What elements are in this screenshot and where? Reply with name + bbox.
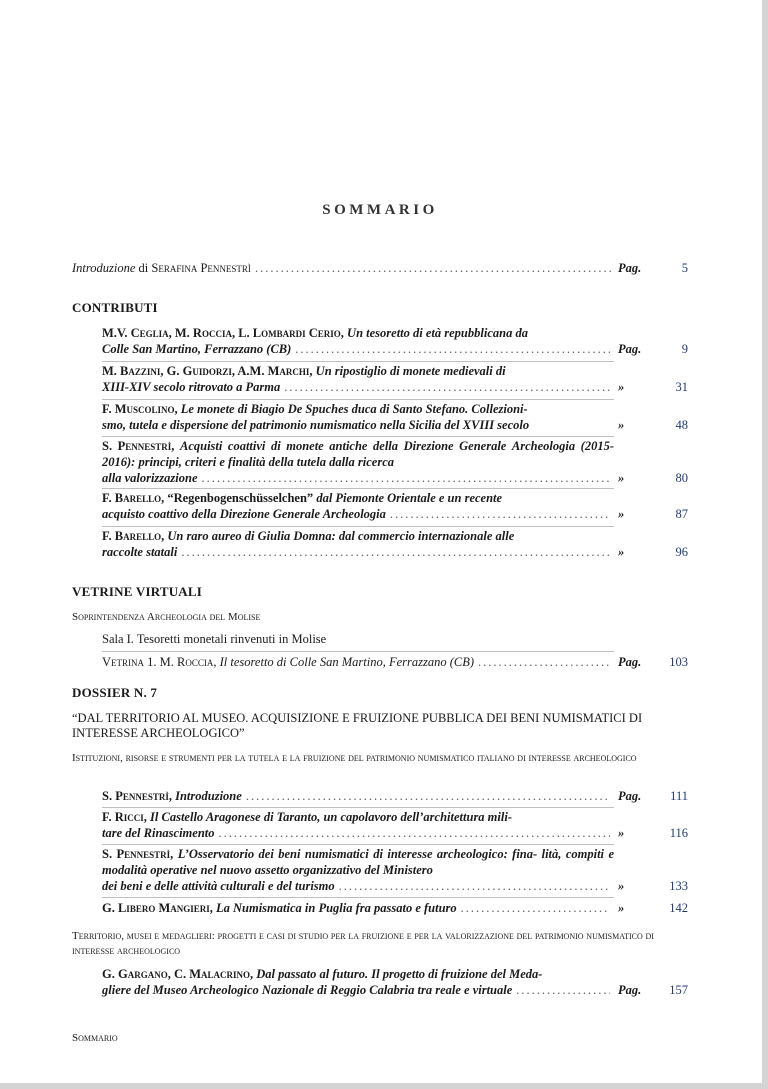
- toc-entry[interactable]: [102, 809, 688, 841]
- leader-dots: [461, 900, 610, 916]
- entry-title: La Numismatica in Puglia fra passato e futuro: [216, 901, 457, 915]
- entry-title: Un raro aureo di Giulia Domna: dal commercio internazionale alle: [167, 529, 515, 543]
- toc-entry[interactable]: [102, 900, 688, 916]
- toc-entry[interactable]: [102, 528, 688, 560]
- entry-author: F. Muscolino,: [102, 402, 178, 416]
- entry-title-end: dei beni e delle attività culturali e del turismo: [102, 879, 335, 893]
- leader-dots: [202, 470, 611, 486]
- leader-dots: [219, 825, 611, 841]
- entry-title-end: smo, tutela e dispersione del patrimonio numismatico nella Sicilia del XVIII secolo: [102, 418, 530, 432]
- toc-entry[interactable]: [102, 438, 688, 486]
- entry-title-end: acquisto coattivo della Direzione Generale Archeologia: [102, 507, 386, 521]
- vetrina-label: Vetrina 1.: [102, 655, 157, 669]
- entry-title-cont: lità, compiti e modalità operative nel nuovo assetto organizzativo del Ministero: [102, 847, 614, 877]
- page-title: SOMMARIO: [322, 202, 438, 218]
- divider: [102, 526, 614, 527]
- page-ref: Pag. 103: [618, 655, 688, 669]
- entry-title-cont: Archeologia (2015-2016): principi, criteri e finalità della tutela dalla ricerca: [102, 439, 614, 469]
- entry-author: S. Pennestrì,: [102, 847, 174, 861]
- entry-author: M. Roccia,: [159, 655, 217, 669]
- divider: [102, 897, 614, 898]
- section-heading-vetrine: VETRINE VIRTUALI: [72, 584, 203, 599]
- entry-author: S. Pennestrì,: [102, 439, 175, 453]
- leader-dots: [516, 982, 610, 998]
- entry-title-end: raccolte statali: [102, 545, 178, 559]
- entry-author: M.V. Ceglia, M. Roccia, L. Lombardi Cerio,: [102, 326, 344, 340]
- sala-heading: Sala I. Tesoretti monetali rinvenuti in Molise: [102, 632, 327, 646]
- entry-title: Un tesoretto di età repubblicana da: [347, 326, 528, 340]
- page-number: 96: [675, 545, 688, 559]
- running-footer: Sommario: [72, 1032, 118, 1044]
- page-number: 103: [669, 655, 688, 669]
- page-ref: » 31: [618, 380, 688, 394]
- entry-title-end: tare del Rinascimento: [102, 826, 215, 840]
- entry-title: Introduzione: [72, 261, 136, 275]
- page-number: 31: [675, 380, 688, 394]
- toc-entry[interactable]: [102, 966, 688, 998]
- page-edge: [0, 1083, 768, 1089]
- toc-entry[interactable]: [102, 401, 688, 433]
- dossier-title: “DAL TERRITORIO AL MUSEO. ACQUISIZIONE E FRUIZIONE PUBBLICA DEI BENI NUMISMATICI DI INTERESSE ARCHEOLOGICO”: [72, 711, 643, 740]
- entry-title: Dal passato al futuro. Il progetto di fruizione del Meda-: [256, 967, 543, 981]
- entry-author: F. Barello,: [102, 491, 165, 505]
- page-number: 142: [669, 901, 688, 915]
- page-number: 5: [681, 261, 688, 275]
- leader-dots: [255, 261, 614, 276]
- divider: [102, 361, 614, 362]
- page-ref: Pag. 9: [618, 342, 688, 356]
- page-number: 9: [681, 342, 688, 356]
- entry-title: dal Piemonte Orientale e un recente: [316, 491, 503, 505]
- page-ref: » 87: [618, 507, 688, 521]
- page-number: 87: [675, 507, 688, 521]
- entry-author: F. Ricci,: [102, 810, 147, 824]
- leader-dots: [478, 654, 610, 670]
- entry-title-end: alla valorizzazione: [102, 471, 198, 485]
- entry-author: G. Libero Mangieri,: [102, 901, 213, 915]
- leader-dots: [181, 544, 610, 560]
- entry-title: Introduzione: [175, 789, 242, 803]
- page-number: 116: [669, 826, 688, 840]
- divider: [102, 651, 614, 652]
- entry-author: S. Pennestrì,: [102, 789, 172, 803]
- divider: [102, 488, 614, 489]
- page-ref: » 80: [618, 471, 688, 485]
- section-heading-dossier: DOSSIER N. 7: [72, 685, 158, 700]
- entry-title-end: gliere del Museo Archeologico Nazionale di Reggio Calabria tra reale e virtuale: [102, 983, 513, 997]
- page-ref: » 48: [618, 418, 688, 432]
- page-number: 80: [675, 471, 688, 485]
- entry-title: Un ripostiglio di monete medievali di: [315, 364, 506, 378]
- page-ref: » 133: [618, 879, 688, 893]
- section-heading-contributi: CONTRIBUTI: [72, 300, 158, 315]
- page-ref: Pag. 5: [618, 261, 688, 275]
- leader-dots: [284, 379, 610, 395]
- page-ref: Pag. 111: [618, 789, 688, 803]
- page-number: 111: [670, 789, 688, 803]
- divider: [102, 399, 614, 400]
- toc-entry[interactable]: [102, 846, 688, 894]
- entry-author: G. Gargano, C. Malacrino,: [102, 967, 254, 981]
- entry-title-end: XIII-XIV secolo ritrovato a Parma: [102, 380, 281, 394]
- subsection-heading: Soprintendenza Archeologia del Molise: [72, 611, 261, 623]
- page-ref: » 142: [618, 901, 688, 915]
- leader-dots: [390, 506, 610, 522]
- entry-title: Le monete di Biagio De Spuches duca di Santo Stefano. Collezioni-: [180, 402, 528, 416]
- toc-entry[interactable]: [102, 490, 688, 522]
- toc-entry[interactable]: [102, 325, 688, 357]
- divider: [102, 807, 614, 808]
- page-ref: » 116: [618, 826, 688, 840]
- leader-dots: [295, 341, 610, 357]
- entry-author: F. Barello,: [102, 529, 165, 543]
- page-number: 48: [675, 418, 688, 432]
- entry-title-quoted: “Regenbogenschüsselchen”: [167, 491, 314, 505]
- page-edge: [762, 0, 768, 1089]
- page-ref: Pag. 157: [618, 983, 688, 997]
- entry-title: Acquisti coattivi di monete antiche della Direzione Generale: [179, 439, 507, 453]
- divider: [102, 436, 614, 437]
- page-number: 157: [669, 983, 688, 997]
- entry-author: M. Bazzini, G. Guidorzi, A.M. Marchi,: [102, 364, 313, 378]
- toc-entry[interactable]: [102, 788, 688, 804]
- entry-title: Il Castello Aragonese di Taranto, un capolavoro dell’architettura mili-: [150, 810, 512, 824]
- leader-dots: [339, 878, 610, 894]
- entry-author: Serafina Pennestrì: [151, 261, 251, 275]
- page-ref: » 96: [618, 545, 688, 559]
- page-number: 133: [669, 879, 688, 893]
- entry-title-end: Colle San Martino, Ferrazzano (CB): [102, 342, 292, 356]
- toc-entry[interactable]: [102, 363, 688, 395]
- toc-entry-introduzione[interactable]: [72, 261, 688, 276]
- entry-connector: di: [135, 261, 152, 275]
- entry-title: L’Osservatorio dei beni numismatici di interesse archeologico: fina-: [177, 847, 538, 861]
- divider: [102, 844, 614, 845]
- leader-dots: [246, 788, 610, 804]
- toc-entry-vetrina[interactable]: [102, 654, 688, 670]
- subsection-heading: Istituzioni, risorse e strumenti per la tutela e la fruizione del patrimonio numismatico italiano di interesse archeologico: [72, 752, 637, 764]
- entry-title: Il tesoretto di Colle San Martino, Ferrazzano (CB): [219, 655, 475, 669]
- subsection-heading: Territorio, musei e medaglieri: progetti e casi di studio per la fruizione e per la valorizzazione del patrimonio numismatico di interesse archeologico: [72, 930, 654, 957]
